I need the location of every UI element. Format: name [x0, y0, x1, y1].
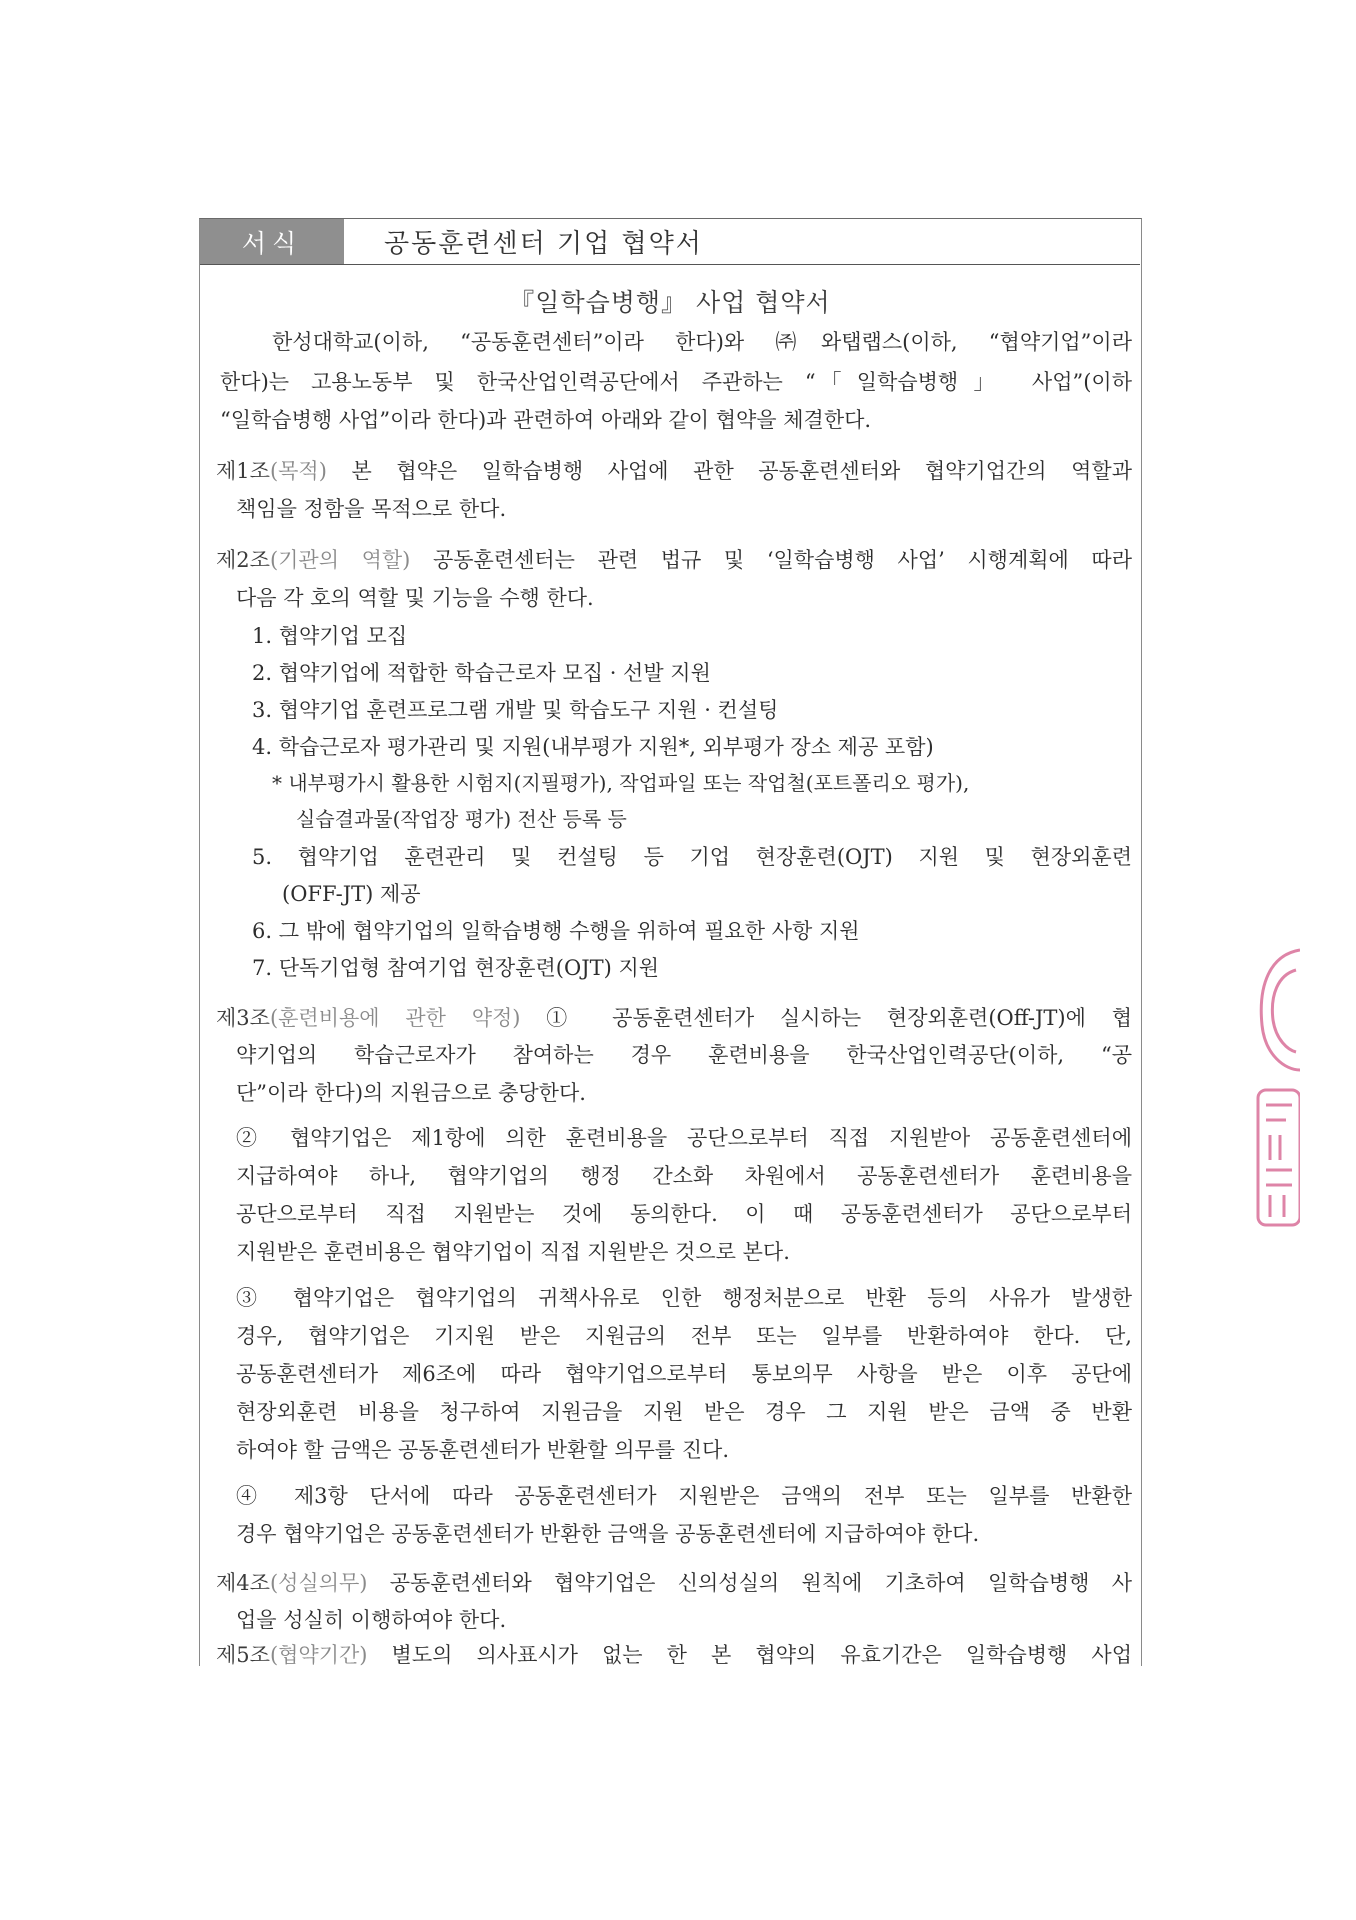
article-text: 별도의 의사표시가 없는 한 본 협약의 유효기간은 일학습병행 사업 — [367, 1643, 1132, 1667]
article-4 — [216, 1568, 1132, 1598]
article-name: (기관의 역할) — [269, 548, 411, 572]
article-number: 제5조 — [216, 1643, 270, 1667]
article-3 — [216, 1003, 1132, 1033]
list-item: 6. 그 밖에 협약기업의 일학습병행 수행을 위하여 필요한 사항 지원 — [252, 919, 860, 943]
article-paragraph: ③ 협약기업은 협약기업의 귀책사유로 인한 행정처분으로 반환 등의 사유가 발생한 — [236, 1286, 1132, 1310]
form-title: 공동훈련센터 기업 협약서 — [384, 229, 703, 259]
article-paragraph: ② 협약기업은 제1항에 의한 훈련비용을 공단으로부터 직접 지원받아 공동훈련센터에 — [236, 1126, 1132, 1150]
article-paragraph: 지급하여야 하나, 협약기업의 행정 간소화 차원에서 공동훈련센터가 훈련비용을 — [236, 1164, 1132, 1188]
article-paragraph: 하여야 할 금액은 공동훈련센터가 반환할 의무를 진다. — [236, 1438, 730, 1462]
article-2 — [216, 545, 1132, 575]
list-item: 2. 협약기업에 적합한 학습근로자 모집 · 선발 지원 — [252, 661, 711, 685]
article-text: 다음 각 호의 역할 및 기능을 수행 한다. — [236, 586, 594, 610]
article-text: 단”이라 한다)의 지원금으로 충당한다. — [236, 1081, 586, 1105]
preamble-line: 한다)는 고용노동부 및 한국산업인력공단에서 주관하는 “「일학습병행」 사업”(이하 — [220, 370, 1132, 394]
form-tag: 서식 — [200, 219, 344, 264]
official-seal-stamp — [1240, 930, 1300, 1230]
article-paragraph: 공단으로부터 직접 지원받는 것에 동의한다. 이 때 공동훈련센터가 공단으로부터 — [236, 1202, 1132, 1226]
article-text: 약기업의 학습근로자가 참여하는 경우 훈련비용을 한국산업인력공단(이하, “공 — [236, 1043, 1132, 1067]
article-paragraph: 지원받은 훈련비용은 협약기업이 직접 지원받은 것으로 본다. — [236, 1240, 790, 1264]
article-name: (성실의무) — [269, 1571, 368, 1595]
article-number: 제3조 — [216, 1006, 270, 1030]
list-item: 7. 단독기업형 참여기업 현장훈련(OJT) 지원 — [252, 956, 660, 980]
article-paragraph: 공동훈련센터가 제6조에 따라 협약기업으로부터 통보의무 사항을 받은 이후 공단에 — [236, 1362, 1132, 1386]
article-text: 본 협약은 일학습병행 사업에 관한 공동훈련센터와 협약기업간의 역할과 — [326, 459, 1132, 483]
article-number: 제2조 — [216, 548, 270, 572]
preamble-line: 한성대학교(이하, “공동훈련센터”이라 한다)와 ㈜와탭랩스(이하, “협약기업”이라 — [272, 330, 1132, 354]
form-header — [200, 219, 1140, 265]
article-5 — [216, 1640, 1132, 1670]
list-item: 4. 학습근로자 평가관리 및 지원(내부평가 지원*, 외부평가 장소 제공 포함) — [252, 735, 934, 759]
preamble-line: “일학습병행 사업”이라 한다)과 관련하여 아래와 같이 협약을 체결한다. — [220, 408, 872, 432]
article-paragraph: ④ 제3항 단서에 따라 공동훈련센터가 지원받은 금액의 전부 또는 일부를 반환한 — [236, 1484, 1132, 1508]
list-item: 5. 협약기업 훈련관리 및 컨설팅 등 기업 현장훈련(OJT) 지원 및 현장외훈련 — [252, 845, 1132, 869]
list-item: 1. 협약기업 모집 — [252, 624, 408, 648]
list-item: (OFF-JT) 제공 — [282, 882, 421, 906]
article-name: (훈련비용에 관한 약정) — [269, 1006, 521, 1030]
list-note: * 내부평가시 활용한 시험지(지필평가), 작업파일 또는 작업철(포트폴리오 평가), — [272, 771, 970, 795]
list-note: 실습결과물(작업장 평가) 전산 등록 등 — [296, 807, 627, 831]
article-name: (협약기간) — [269, 1643, 368, 1667]
article-1 — [216, 456, 1132, 486]
article-paragraph: 현장외훈련 비용을 청구하여 지원금을 지원 받은 경우 그 지원 받은 금액 중 반환 — [236, 1400, 1132, 1424]
article-number: 제1조 — [216, 459, 270, 483]
article-name: (목적) — [269, 459, 327, 483]
article-text: ① 공동훈련센터가 실시하는 현장외훈련(Off-JT)에 협 — [520, 1006, 1132, 1030]
document-title: 『일학습병행』 사업 협약서 — [509, 288, 831, 317]
list-item: 3. 협약기업 훈련프로그램 개발 및 학습도구 지원 · 컨설팅 — [252, 698, 779, 722]
article-text: 업을 성실히 이행하여야 한다. — [236, 1608, 507, 1632]
article-text: 책임을 정함을 목적으로 한다. — [236, 497, 507, 521]
article-text: 공동훈련센터는 관련 법규 및 ‘일학습병행 사업’ 시행계획에 따라 — [410, 548, 1132, 572]
article-paragraph: 경우, 협약기업은 기지원 받은 지원금의 전부 또는 일부를 반환하여야 한다. 단, — [236, 1324, 1132, 1348]
article-number: 제4조 — [216, 1571, 270, 1595]
article-paragraph: 경우 협약기업은 공동훈련센터가 반환한 금액을 공동훈련센터에 지급하여야 한다. — [236, 1522, 980, 1546]
article-text: 공동훈련센터와 협약기업은 신의성실의 원칙에 기초하여 일학습병행 사 — [367, 1571, 1132, 1595]
